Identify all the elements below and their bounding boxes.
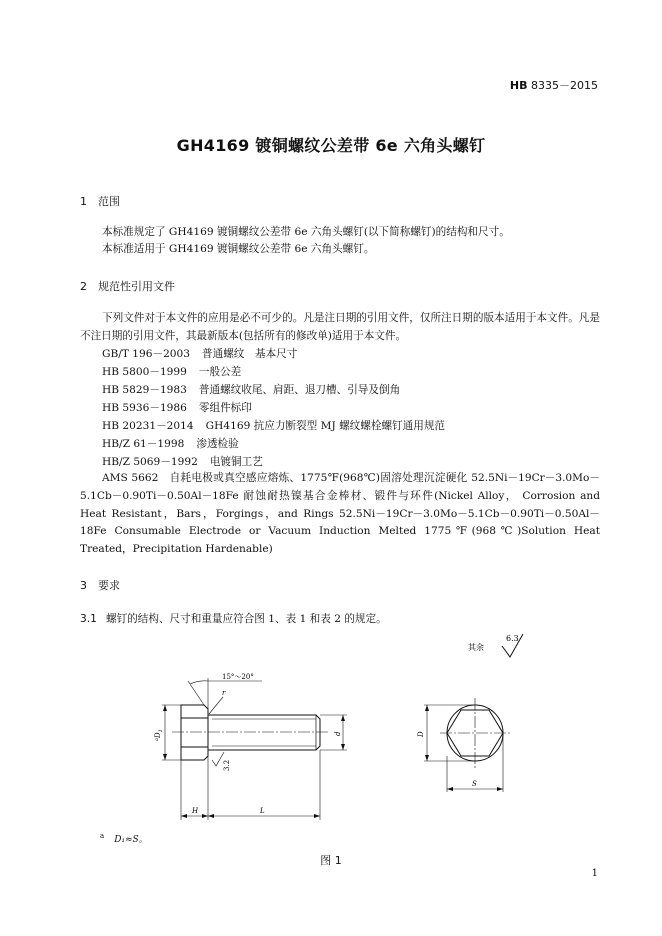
page-number: 1 [591,868,598,879]
radius-label: r [222,689,226,697]
section-title: 要求 [98,579,120,592]
standard-prefix: HB [509,79,528,92]
section-3-heading [80,577,120,593]
section-title: 范围 [98,195,120,208]
head-diameter-label [154,729,164,741]
footnote-marker: a [100,832,105,840]
reference-code: HB/Z 5069－1992 [102,456,198,468]
section-number: 3 [80,579,87,592]
reference-code: HB 5936－1986 [102,402,187,414]
roughness-value: 6.3 [506,634,519,643]
scope-paragraph-1: 本标准规定了 GH4169 镀铜螺纹公差带 6e 六角头螺钉(以下简称螺钉)的结构和尺寸。 [102,226,510,238]
document-title: GH4169 镀铜螺纹公差带 6e 六角头螺钉 [176,136,486,155]
reference-title: 零组件标印 [198,402,252,414]
reference-title: 一般公差 [198,366,242,378]
across-flats-label: S [472,780,477,788]
screw-shank-outline [208,715,320,750]
reference-code: HB/Z 61－1998 [102,438,185,450]
figure-1-drawing [0,625,662,825]
across-corners-label: D [417,731,425,737]
head-diameter-sup: a [154,738,160,741]
reference-item [102,346,297,361]
clause-number: 3.1 [80,613,97,625]
reference-title: 普通螺纹收尾、肩距、退刀槽、引导及倒角 [198,384,401,396]
standard-code: 8335－2015 [531,79,598,92]
reference-code: HB 20231－2014 [102,420,194,432]
reference-item [102,382,400,397]
thread-diameter-label: d [334,731,342,736]
roughness-small-value: 3.2 [223,759,231,771]
head-height-label: H [192,807,199,815]
screw-side-view [181,705,320,760]
clause-text: 螺钉的结构、尺寸和重量应符合图 1、表 1 和表 2 的规定。 [106,613,387,625]
angle-label: 15°～20° [222,673,254,681]
section-2-heading [80,278,175,294]
angle-arc [190,681,208,684]
length-label: L [260,807,265,815]
reference-item [102,454,263,469]
reference-item [102,418,445,433]
reference-code: GB/T 196－2003 [102,348,191,360]
references-intro: 下列文件对于本文件的应用是必不可少的。凡是注日期的引用文件，仅所注日期的版本适用于本文件。凡是不注日期的引用文件，其最新版本(包括所有的修改单)适用于本文件。 [80,312,600,342]
reference-code: HB 5800－1999 [102,366,187,378]
figure-caption: 图 1 [320,854,342,867]
section-title: 规范性引用文件 [98,280,175,293]
head-diameter-symbol: D [154,732,162,739]
ams-reference: AMS 5662 自耗电极或真空感应熔炼、1775℉(968℃)固溶处理沉淀硬化 52.5Ni－19Cr－3.0Mo－5.1Cb－0.90Ti－0.50Al－18Fe 耐蚀耐热镍基合金棒材、锻件与环件(Nickel Alloy， Corrosion and Heat Resistant，Bars，Forgings，and Rings 52.5Ni－19Cr－3.0Mo－5.1Cb－0.90Ti－0.50Al－18Fe Consumable Electrode or Vacuum Induction Melted 1775℉(968℃)Solution Heat Treated，Precipitation Hardenable) [80,472,600,556]
footnote-text: D₁≈S。 [114,835,148,845]
reference-item [102,364,241,379]
reference-item [102,436,239,451]
extension-line [188,681,204,705]
reference-item [102,400,252,415]
section-number: 2 [80,280,87,293]
scope-paragraph-2: 本标准适用于 GH4169 镀铜螺纹公差带 6e 六角头螺钉。 [102,243,375,255]
radius-leader [209,697,223,714]
reference-title: GH4169 抗应力断裂型 MJ 螺纹螺栓螺钉通用规范 [205,420,446,432]
roughness-label: 其余 [468,643,484,652]
section-1-heading [80,193,120,209]
section-number: 1 [80,195,87,208]
reference-title: 电镀铜工艺 [209,456,263,468]
figure-footnote [100,832,148,845]
reference-title: 普通螺纹 基本尺寸 [202,348,298,360]
reference-title: 渗透检验 [196,438,239,450]
screw-head-outline [181,705,208,760]
head-diameter-subscript: 1 [158,729,164,733]
reference-code: HB 5829－1983 [102,384,187,396]
standard-number [510,77,598,93]
clause-3-1 [80,611,387,626]
